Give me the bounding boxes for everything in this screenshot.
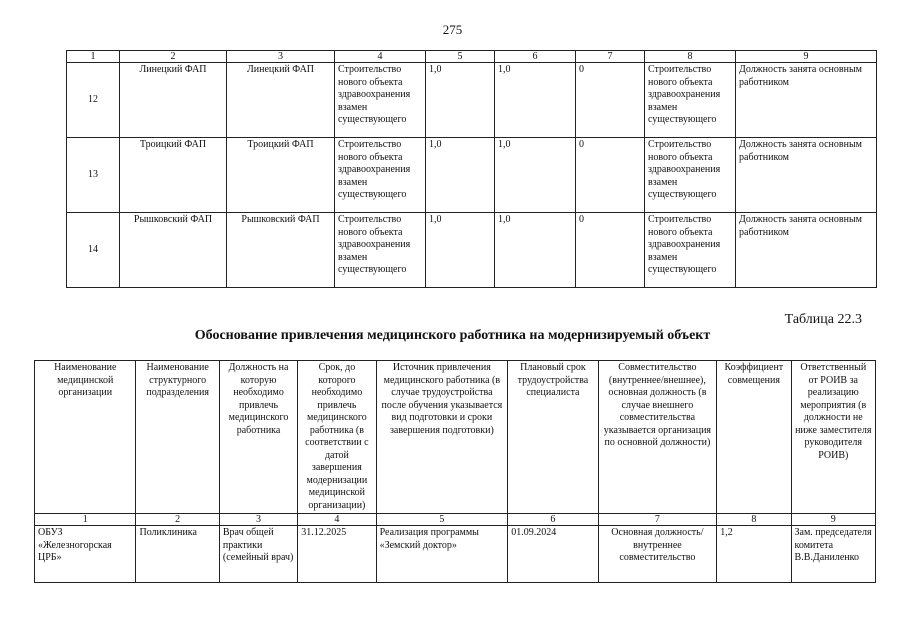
column-number: 4 [298,514,376,526]
row-number: 13 [67,138,120,213]
modernization-type: Строительство нового объекта здравоохранения взамен существующего [645,138,736,213]
column-header: Коэффициент совмещения [717,361,791,514]
facility-name: Линецкий ФАП [120,63,227,138]
column-header: Плановый срок трудоустройства специалиста [508,361,598,514]
facilities-table [66,50,877,288]
table-row [67,213,877,288]
column-header: Наименование медицинской организации [35,361,136,514]
table-row [67,138,877,213]
column-number: 9 [736,51,877,63]
staffing-table [34,360,876,583]
value-cell: 1,0 [426,63,495,138]
combination-type: Основная должность/внутреннее совместительство [598,526,717,583]
table-row [35,526,876,583]
table-title: Обоснование привлечения медицинского работника на модернизируемый объект [194,328,711,343]
planned-date: 01.09.2024 [508,526,598,583]
value-cell: 1,0 [495,138,576,213]
column-number: 1 [35,514,136,526]
column-number: 8 [645,51,736,63]
facility-name: Линецкий ФАП [227,63,335,138]
column-header: Срок, до которого необходимо привлечь медицинского работника (в соответствии с датой завершения модернизации медицинской организации) [298,361,376,514]
column-number: 4 [335,51,426,63]
department-name: Поликлиника [136,526,219,583]
modernization-type: Строительство нового объекта здравоохранения взамен существующего [335,63,426,138]
table-caption: Таблица 22.3 [784,312,862,327]
modernization-type: Строительство нового объекта здравоохранения взамен существующего [645,63,736,138]
column-number: 7 [598,514,717,526]
page-number: 275 [442,22,463,37]
facility-name: Троицкий ФАП [120,138,227,213]
facility-name: Рышковский ФАП [227,213,335,288]
value-cell: 0 [576,138,645,213]
modernization-type: Строительство нового объекта здравоохранения взамен существующего [335,138,426,213]
column-header: Совместительство (внутреннее/внешнее), основная должность (в случае внешнего совместительства указывается организация по основной должности) [598,361,717,514]
column-number: 9 [791,514,875,526]
facility-name: Рышковский ФАП [120,213,227,288]
position-note: Должность занята основным работником [736,138,877,213]
column-header: Источник привлечения медицинского работника (в случае трудоустройства после обучения указывается вид подготовки и сроки завершения подготовки) [376,361,508,514]
combination-coefficient: 1,2 [717,526,791,583]
position-name: Врач общей практики (семейный врач) [219,526,297,583]
modernization-type: Строительство нового объекта здравоохранения взамен существующего [335,213,426,288]
column-header: Ответственный от РОИВ за реализацию мероприятия (в должности не ниже заместителя руководителя РОИВ) [791,361,875,514]
column-number: 8 [717,514,791,526]
staffing-header-row [35,361,876,514]
value-cell: 1,0 [426,138,495,213]
facilities-header-row [67,51,877,63]
column-number: 3 [227,51,335,63]
staff-source: Реализация программы «Земский доктор» [376,526,508,583]
column-number: 2 [120,51,227,63]
column-number: 1 [67,51,120,63]
column-number: 6 [508,514,598,526]
table-row [67,63,877,138]
facility-name: Троицкий ФАП [227,138,335,213]
value-cell: 1,0 [495,63,576,138]
column-header: Наименование структурного подразделения [136,361,219,514]
column-number: 7 [576,51,645,63]
deadline-date: 31.12.2025 [298,526,376,583]
column-number: 6 [495,51,576,63]
staffing-number-row [35,514,876,526]
position-note: Должность занята основным работником [736,63,877,138]
column-number: 2 [136,514,219,526]
position-note: Должность занята основным работником [736,213,877,288]
modernization-type: Строительство нового объекта здравоохранения взамен существующего [645,213,736,288]
column-header: Должность на которую необходимо привлечь медицинского работника [219,361,297,514]
value-cell: 0 [576,213,645,288]
responsible-person: Зам. председателя комитета В.В.Даниленко [791,526,875,583]
organization-name: ОБУЗ «Железногорская ЦРБ» [35,526,136,583]
value-cell: 1,0 [495,213,576,288]
column-number: 3 [219,514,297,526]
row-number: 14 [67,213,120,288]
value-cell: 0 [576,63,645,138]
column-number: 5 [426,51,495,63]
row-number: 12 [67,63,120,138]
column-number: 5 [376,514,508,526]
value-cell: 1,0 [426,213,495,288]
